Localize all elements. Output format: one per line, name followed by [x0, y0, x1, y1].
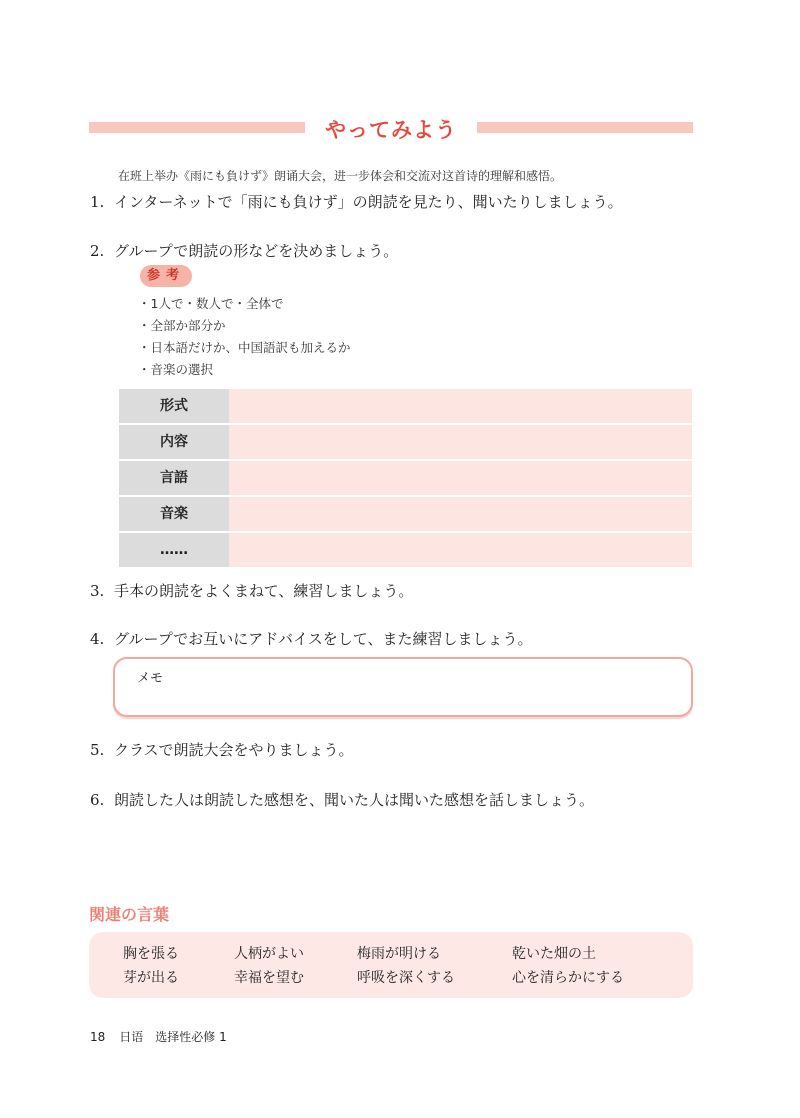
- step-4: [90, 628, 533, 649]
- step-text: グループでお互いにアドバイスをして、また練習しましょう。: [114, 630, 533, 648]
- table-input-cell[interactable]: [229, 387, 692, 423]
- related-word: 呼吸を深くする: [357, 970, 455, 986]
- page-footer: [90, 1028, 227, 1045]
- step-number: 4.: [90, 630, 105, 648]
- table-row: [119, 495, 692, 531]
- related-word: 乾いた畑の土: [512, 946, 596, 962]
- step-text: クラスで朗読大会をやりましょう。: [114, 741, 354, 759]
- related-word: 人柄がよい: [234, 946, 304, 962]
- step-text: 朗読した人は朗読した感想を、聞いた人は聞いた感想を話しましょう。: [114, 791, 595, 809]
- table-input-cell[interactable]: [229, 495, 692, 531]
- step-number: 1.: [90, 193, 105, 211]
- memo-box[interactable]: [113, 657, 693, 717]
- step-number: 3.: [90, 582, 105, 600]
- table-row: [119, 531, 692, 567]
- reference-item: ・全部か部分か: [138, 318, 226, 333]
- related-words-title: 関連の言葉: [89, 905, 170, 924]
- page-number: 18: [90, 1030, 106, 1044]
- step-3: [90, 580, 413, 601]
- step-1: [90, 191, 623, 212]
- reference-list: [138, 293, 351, 381]
- table-row: [119, 387, 692, 423]
- step-text: 手本の朗読をよくまねて、練習しましょう。: [114, 582, 414, 600]
- step-5: [90, 739, 354, 760]
- related-word: 幸福を望む: [234, 970, 304, 986]
- table-row: [119, 423, 692, 459]
- table-row-label: 言語: [119, 459, 229, 495]
- table-input-cell[interactable]: [229, 531, 692, 567]
- step-6: [90, 789, 594, 810]
- section-title: やってみよう: [325, 118, 457, 142]
- step-text: インターネットで「雨にも負けず」の朗読を見たり、聞いたりしましょう。: [114, 193, 623, 211]
- reference-item: ・音楽の選択: [138, 362, 214, 377]
- header-decor-bar-right: [477, 122, 693, 133]
- step-number: 5.: [90, 741, 105, 759]
- related-word: 芽が出る: [123, 970, 179, 986]
- reference-item: ・1人で・数人で・全体で: [138, 296, 284, 311]
- related-words-box: [89, 932, 693, 998]
- step-text: グループで朗読の形などを決めましょう。: [114, 242, 399, 260]
- table-row-label: 内容: [119, 423, 229, 459]
- table-row: [119, 459, 692, 495]
- book-title: 日语 选择性必修 1: [119, 1030, 227, 1044]
- related-word: 心を清らかにする: [512, 970, 624, 986]
- reference-badge: 参考: [140, 265, 192, 287]
- table-row-label: ……: [119, 531, 229, 567]
- table-input-cell[interactable]: [229, 459, 692, 495]
- planning-table: [119, 387, 692, 567]
- table-input-cell[interactable]: [229, 423, 692, 459]
- reference-item: ・日本語だけか、中国語訳も加えるか: [138, 340, 351, 355]
- related-word: 胸を張る: [123, 946, 179, 962]
- header-decor-bar-left: [89, 122, 305, 133]
- memo-label: メモ: [137, 671, 164, 686]
- related-word: 梅雨が明ける: [357, 946, 441, 962]
- intro-text: 在班上举办《雨にも負けず》朗诵大会，进一步体会和交流对这首诗的理解和感悟。: [118, 169, 563, 183]
- table-row-label: 形式: [119, 387, 229, 423]
- step-2: [90, 240, 398, 261]
- step-number: 6.: [90, 791, 105, 809]
- table-row-label: 音楽: [119, 495, 229, 531]
- step-number: 2.: [90, 242, 105, 260]
